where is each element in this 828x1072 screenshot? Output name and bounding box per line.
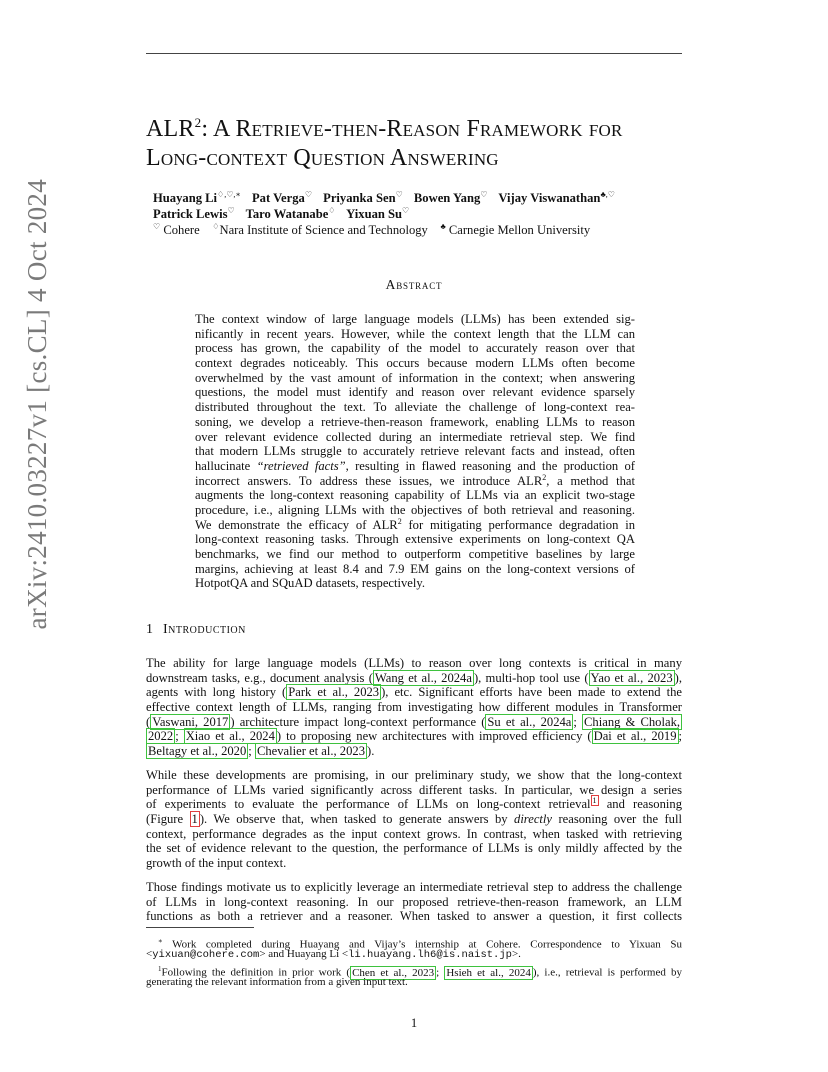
author: Bowen Yang♡ (413, 190, 488, 206)
citation-link[interactable]: Vaswani, 2017 (152, 714, 229, 729)
paragraph-2: While these developments are promising, in our preliminary study, we show that the long-context performance of LLMs varied significantly across different tasks. In particular, we design a series of experiments to evaluate the performance of LLMs on long-context retrieval $^1$ and reasoning (Figure 1 ). We observe that, when tasked to generate answers by directly reasoning over the full context, performance degrades as the input context grows. In contrast, when tasked with retrieving the set of evidence relevant to the question, the performance of LLMs is only mildly affected by the growth of the input context. (146, 768, 682, 870)
author: Priyanka Sen♡ (323, 190, 403, 206)
citation-link[interactable]: Chen et al., 2023 (352, 966, 435, 979)
footnote-link[interactable]: 1 (592, 796, 597, 806)
citation-link[interactable]: Yao et al., 2023 (590, 670, 673, 685)
author: Pat Verga♡ (251, 190, 312, 206)
email-link[interactable]: li.huayang.lh6@is.naist.jp (348, 949, 512, 962)
footnote-1: $^1$Following the definition in prior work ( Chen et al., 2023 ; Hsieh et al., 2024 ), i.e., retrieval is performed by generating the relevant information from a given input text. (146, 965, 682, 989)
affiliations: ♡ Cohere ♢Nara Institute of Science and Technology ♣ Carnegie Mellon University (153, 222, 591, 238)
figure-link[interactable]: 1 (191, 811, 198, 826)
citation-link[interactable]: Chevalier et al., 2023 (256, 743, 365, 758)
citation-link[interactable]: Park et al., 2023 (288, 685, 380, 700)
author-row-2 (153, 206, 409, 222)
citation-link[interactable]: Wang et al., 2024a (374, 670, 472, 685)
paragraph-1: The ability for large language models (LLMs) to reason over long contexts is critical in many downstream tasks, e.g., document analysis ( Wang et al., 2024a ), multi-hop tool use ( Yao et al., 2023 ), agents with long history ( Park et al., 2023 ), etc. Significant efforts have been made to extend the effective context length of LLMs, ranging from investigating how different modules in Transformer ( Vaswani, 2017 ) architecture impact long-context performance ( Su et al., 2024a ; Chiang & Cholak, 2022 ; Xiao et al., 2024 ) to proposing new architectures with improved efficiency ( Dai et al., 2019 ; Beltagy et al., 2020 ; Chevalier et al., 2023 ). (146, 656, 683, 758)
title-line-2: Long-context Question Answering (146, 145, 499, 171)
section-heading-introduction: 1 Introduction (146, 622, 246, 637)
title-line-1: ALR$^2$: A Retrieve-then-Reason Framework for (146, 115, 623, 142)
paragraph-3: Those findings motivate us to explicitly leverage an intermediate retrieval step to address the challenge of LLMs in long-context reasoning. In our proposed retrieve-then-reason framework, an LLM functions as both a retriever and a reasoner. When tasked to answer a question, it first collects (146, 880, 682, 924)
footnote-rule (146, 927, 254, 928)
page-number: 1 (410, 1016, 418, 1030)
citation-link[interactable]: Chiang & Cholak, (584, 714, 681, 729)
author: Yixuan Su♡ (346, 206, 410, 222)
footnote-star: ∗ Work completed during Huayang and Vijay’s internship at Cohere. Correspondence to Yixuan Su <yixuan@cohere.com> and Huayang Li <li.huayang.lh6@is.naist.jp>. (146, 937, 682, 962)
author: Taro Watanabe♢ (245, 206, 336, 222)
author: Vijay Viswanathan♣,♡ (498, 190, 615, 206)
citation-link[interactable]: Hsieh et al., 2024 (446, 966, 531, 979)
paper-title (146, 108, 706, 173)
arxiv-sidebar-stamp: arXiv:2410.03227v1 [cs.CL] 4 Oct 2024 (22, 178, 52, 630)
author: Patrick Lewis♡ (153, 206, 235, 222)
email-link[interactable]: yixuan@cohere.com (152, 949, 260, 962)
citation-link[interactable]: Xiao et al., 2024 (185, 729, 275, 744)
citation-link[interactable]: Dai et al., 2019 (593, 729, 677, 744)
author-row-1 (153, 190, 615, 206)
citation-link[interactable]: 2022 (148, 729, 174, 744)
abstract-body: The context window of large language models (LLMs) has been extended sig- nificantly in recent years. However, while the context length that the LLM can process has grown, the capability of the model to accurately reason over that context degrades noticeably. This occurs because modern LLMs often become overwhelmed by the vast amount of information in the context; when answering questions, the model must identify and reason over relevant evidence sparsely distributed throughout the text. To alleviate the challenge of long-context rea- soning, we develop a retrieve-then-reason framework, enabling LLMs to reason over relevant evidence collected during an intermediate retrieval step. We find that modern LLMs struggle to accurately retrieve relevant facts and instead, often hallucinate “retrieved facts”, resulting in flawed reasoning and the production of incorrect answers. To address these issues, we introduce ALR$^2$, a method that augments the long-context reasoning capability of LLMs via an explicit two-stage procedure, i.e., aligning LLMs with the objectives of both retrieval and reasoning. We demonstrate the efficacy of ALR$^2$ for mitigating performance degradation in long-context reasoning tasks. Through extensive experiments on long-context QA benchmarks, we find our method to outperform competitive baselines by large margins, achieving at least 8.4 and 7.9 EM gains on the long-context versions of HotpotQA and SQuAD datasets, respectively. (195, 312, 636, 591)
abstract-heading: Abstract (385, 277, 443, 292)
author: Huayang Li♢,♡,∗ (153, 190, 241, 206)
top-rule (146, 53, 682, 54)
citation-link[interactable]: Su et al., 2024a (487, 714, 572, 729)
citation-link[interactable]: Beltagy et al., 2020 (148, 743, 247, 758)
